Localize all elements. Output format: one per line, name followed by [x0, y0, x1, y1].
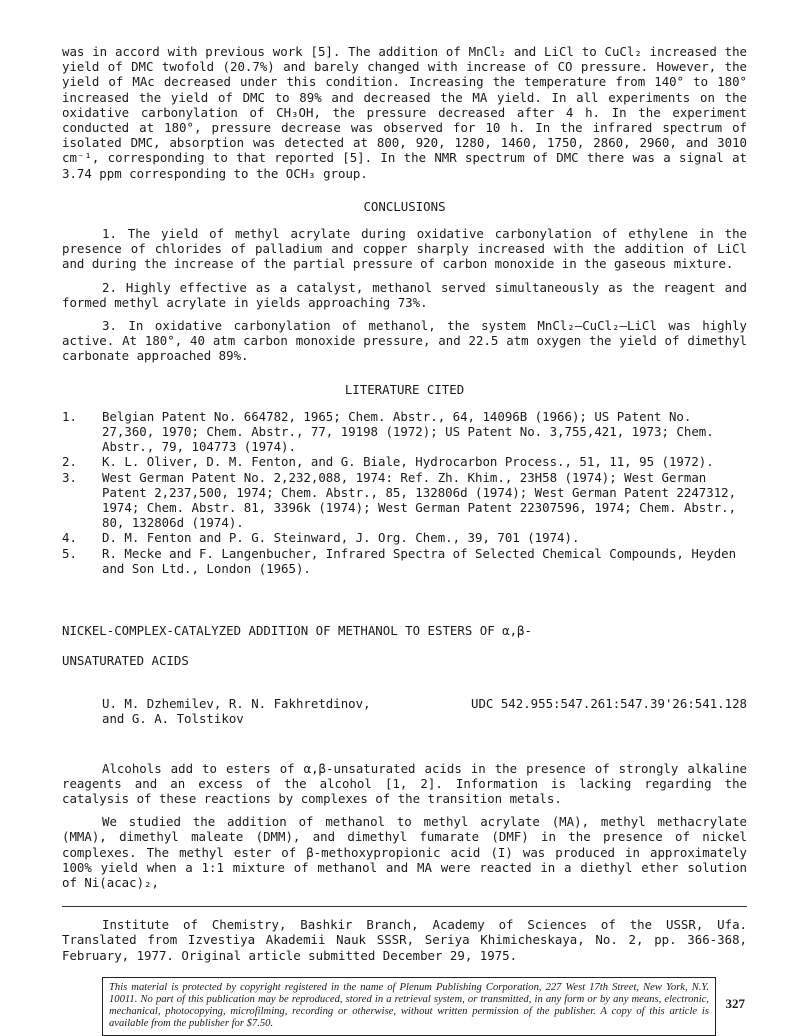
- reference-text: R. Mecke and F. Langenbucher, Infrared Spectra of Selected Chemical Compounds, Heyden and Son Ltd., London (1965).: [102, 545, 737, 576]
- authors-line-1: U. M. Dzhemilev, R. N. Fakhretdinov,: [102, 696, 371, 712]
- reference-text: West German Patent No. 2,232,088, 1974: Ref. Zh. Khim., 23H58 (1974); West German Patent 2,237,500, 1974; Chem. Abstr., 85, 132806d (1974); West German Patent 2247312, 1974; Chem. Abstr. 81, 3396k (1974); West German Patent 22307596, 1974; Chem. Abstr., 80, 132806d (1974).: [102, 469, 737, 531]
- reference-list: [62, 409, 747, 576]
- intro-paragraph: was in accord with previous work [5]. The addition of MnCl₂ and LiCl to CuCl₂ increased the yield of DMC twofold (20.7%) and barely changed with increase of CO pressure. However, the yield of MAc decreased under this condition. Increasing the temperature from 140° to 180° increased the yield of DMC to 89% and decreased the MA yield. In all experiments on the oxidative carbonylation of CH₃OH, the pressure decreased after 4 h. In the experiment conducted at 180°, pressure decrease was observed for 10 h. In the infrared spectrum of isolated DMC, absorption was detected at 800, 920, 1280, 1460, 1750, 2860, 2960, and 3010 cm⁻¹, corresponding to that reported [5]. In the NMR spectrum of DMC there was a signal at 3.74 ppm corresponding to the OCH₃ group.: [62, 44, 747, 181]
- article-paragraph-1: Alcohols add to esters of α,β-unsaturated acids in the presence of strongly alkaline reagents and an excess of the alcohol [1, 2]. Information is lacking regarding the catalysis of these reactions by complexes of the transition metals.: [62, 760, 747, 806]
- reference-item: [62, 546, 747, 576]
- reference-number: 3.: [62, 469, 77, 485]
- reference-number: 4.: [62, 530, 77, 546]
- reference-item: [62, 454, 747, 469]
- reference-text: Belgian Patent No. 664782, 1965; Chem. Abstr., 64, 14096B (1966); US Patent No. 27,360, 1970; Chem. Abstr., 77, 19198 (1972); US Patent No. 3,755,421, 1973; Chem. Abstr., 79, 104773 (1974).: [102, 408, 714, 455]
- reference-number: 2.: [62, 454, 77, 470]
- conclusion-item-3: 3. In oxidative carbonylation of methanol, the system MnCl₂–CuCl₂–LiCl was highly active. At 180°, 40 atm carbon monoxide pressure, and 22.5 atm oxygen the yield of dimethyl carbonate approached 89%.: [62, 318, 747, 364]
- page-number: 327: [725, 996, 745, 1011]
- conclusion-item-2: 2. Highly effective as a catalyst, methanol served simultaneously as the reagent and formed methyl acrylate in yields approaching 73%.: [62, 279, 747, 310]
- copyright-notice: This material is protected by copyright registered in the name of Plenum Publishing Corporation, 227 West 17th Street, New York, N.Y. 10011. No part of this publication may be reproduced, stored in a retrieval system, or transmitted, in any form or by any means, electronic, mechanical, photocopying, microfilming, recording or otherwise, without written permission of the publisher. A copy of this article is available from the publisher for $7.50.: [102, 977, 716, 1036]
- reference-text: D. M. Fenton and P. G. Steinward, J. Org. Chem., 39, 701 (1974).: [102, 530, 580, 546]
- article-title-line-1: NICKEL-COMPLEX-CATALYZED ADDITION OF METHANOL TO ESTERS OF α,β-: [62, 623, 532, 639]
- footnote-divider: [62, 906, 747, 907]
- institute-footnote: Institute of Chemistry, Bashkir Branch, Academy of Sciences of the USSR, Ufa. Translated from Izvestiya Akademii Nauk SSSR, Seriya Khimicheskaya, No. 2, pp. 366-368, February, 1977. Original article submitted December 29, 1975.: [62, 917, 747, 963]
- reference-item: [62, 409, 747, 455]
- conclusions-heading: CONCLUSIONS: [363, 198, 446, 214]
- reference-number: 5.: [62, 545, 77, 561]
- article-title: [62, 616, 747, 676]
- reference-item: [62, 530, 747, 545]
- article-title-line-2: UNSATURATED ACIDS: [62, 653, 189, 669]
- udc-code: UDC 542.955:547.261:547.39'26:541.128: [470, 696, 747, 712]
- literature-heading: LITERATURE CITED: [344, 381, 465, 397]
- reference-text: K. L. Oliver, D. M. Fenton, and G. Biale, Hydrocarbon Process., 51, 11, 95 (1972).: [102, 454, 714, 470]
- article-paragraph-2: We studied the addition of methanol to methyl acrylate (MA), methyl methacrylate (MMA), dimethyl maleate (DMM), and dimethyl fumarate (DMF) in the presence of nickel complexes. The methyl ester of β-methoxypropionic acid (I) was produced in approximately 100% yield when a 1:1 mixture of methanol and MA were reacted in a diethyl ether solution of Ni(acac)₂,: [62, 814, 747, 890]
- document-page: [62, 44, 747, 1036]
- authors-line-2: and G. A. Tolstikov: [102, 711, 244, 727]
- authors-block: [62, 696, 747, 726]
- conclusion-item-1: 1. The yield of methyl acrylate during oxidative carbonylation of ethylene in the presence of chlorides of palladium and copper sharply increased with the addition of LiCl and during the increase of the partial pressure of carbon monoxide in the gaseous mixture.: [62, 226, 747, 272]
- author-list: [102, 696, 371, 726]
- reference-item: [62, 470, 747, 531]
- reference-number: 1.: [62, 408, 77, 424]
